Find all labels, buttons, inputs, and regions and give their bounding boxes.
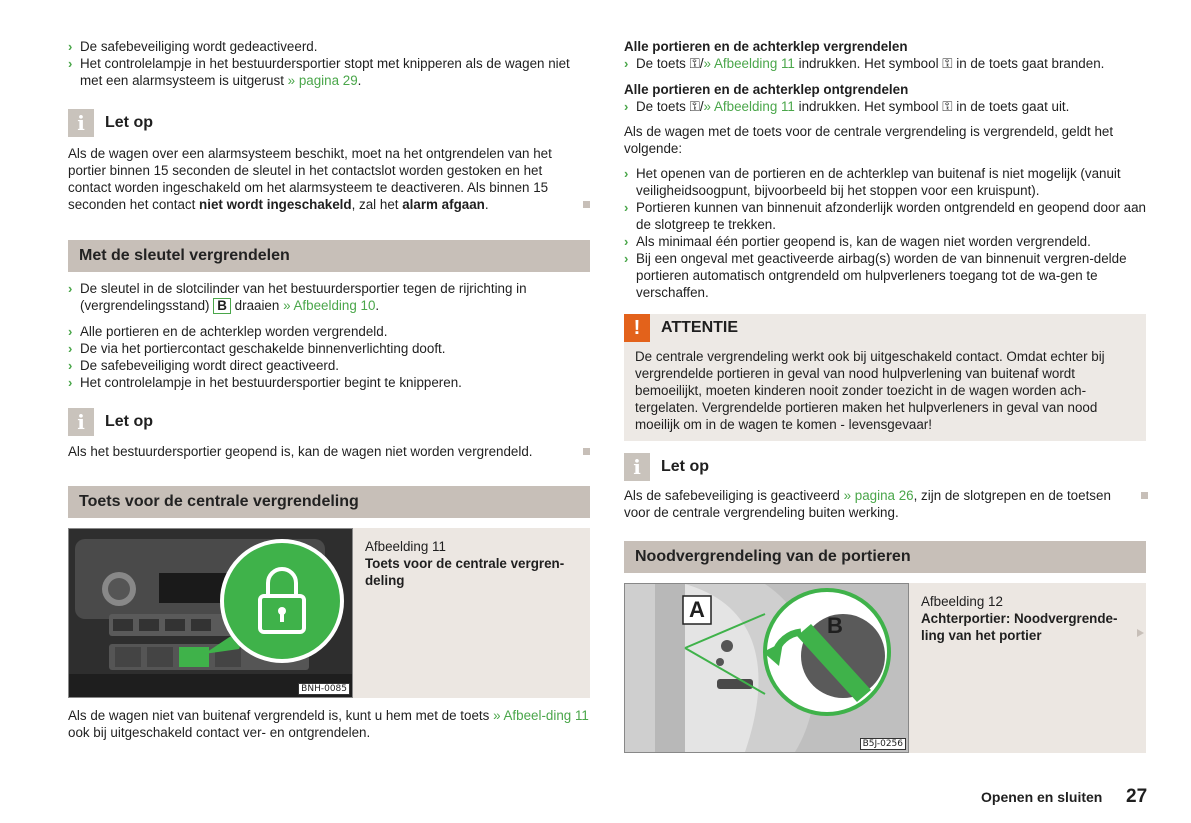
- figure-link[interactable]: » Afbeelding 10: [283, 298, 376, 313]
- figure-caption: [909, 583, 1146, 753]
- chevron-right-icon: ›: [68, 375, 73, 390]
- note-title: Let op: [105, 413, 153, 430]
- subheading: Alle portieren en de achterklep ontgrendelen: [624, 82, 909, 97]
- note-header: [624, 453, 1146, 481]
- figure-label: Afbeelding 12: [921, 594, 1003, 609]
- paragraph: Als de wagen niet van buitenaf vergrendeld is, kunt u hem met de toets » Afbeel-ding 11 ook bij uitgeschakeld contact ver- en ontgrendelen.: [68, 708, 589, 740]
- subheading: Alle portieren en de achterklep vergrendelen: [624, 39, 908, 54]
- list-item: › De safebeveiliging wordt gedeactiveerd.: [68, 39, 318, 54]
- warning-text: De centrale vergrendeling werkt ook bij uitgeschakeld contact. Omdat echter bij vergrendelde portieren in geval van nood hulpverlening van buitenaf wordt bemoeilijkt, moeten kinderen nooit zonder toezicht in de wagen worden ach-tergelaten. Vergrendelde portieren maken het hulpverleners in geval van nood moeilijk om in de wagen te komen - levensgevaar!: [635, 349, 1105, 432]
- list-item: › De safebeveiliging wordt direct geactiveerd.: [68, 358, 340, 373]
- chevron-right-icon: ›: [68, 358, 73, 373]
- lock-icon: ⚿: [942, 99, 953, 114]
- figure-11-image: [68, 528, 353, 698]
- end-marker: [1141, 492, 1148, 499]
- list-item: › Bij een ongeval met geactiveerde airbag(s) worden de van binnenuit vergren-delde portieren automatisch ontgrendeld om hulpverleners toegang tot de wa-gen te verschaffen.: [624, 251, 1127, 300]
- list-item: › Het controlelampje in het bestuurdersportier stopt met knipperen als de wagen niet met een alarmsysteem is uitgerust » pagina 29.: [68, 56, 570, 88]
- note-title: Let op: [661, 458, 709, 475]
- lock-icon: ⚿: [942, 56, 953, 71]
- figure-12-image: [624, 583, 909, 753]
- warning-header: [624, 314, 1146, 342]
- figure-code: B5J-0256: [860, 738, 906, 750]
- info-icon: i: [68, 109, 94, 137]
- section-heading: Noodvergrendeling van de portieren: [624, 541, 1146, 573]
- chevron-right-icon: ›: [68, 341, 73, 356]
- note-text: Als het bestuurdersportier geopend is, kan de wagen niet worden vergrendeld.: [68, 443, 590, 460]
- list-item: › De via het portiercontact geschakelde binnenverlichting dooft.: [68, 341, 446, 356]
- end-marker: [583, 201, 590, 208]
- door-emergency-lock-illustration: [625, 584, 908, 752]
- chevron-right-icon: ›: [624, 251, 629, 266]
- note-text: Als de safebeveiliging is geactiveerd » pagina 26, zijn de slotgrepen en de toetsen voor de centrale vergrendeling buiten werking.: [624, 487, 1146, 521]
- info-icon: i: [624, 453, 650, 481]
- list-item: › Het openen van de portieren en de achterklep van buitenaf is niet mogelijk (vanuit veiligheidsoogpunt, bijvoorbeeld bij het stoppen voor een kruispunt).: [624, 166, 1121, 198]
- left-column: [68, 38, 590, 741]
- lock-icon: ⚿: [689, 56, 700, 71]
- page-link[interactable]: » pagina 29: [287, 73, 358, 88]
- info-icon: i: [68, 408, 94, 436]
- note-text: Als de wagen over een alarmsysteem beschikt, moet na het ontgrendelen van het portier binnen 15 seconden de sleutel in het contactslot worden gestoken en het contact worden ingeschakeld om het alarmsysteem te deactiveren. Als binnen 15 seconden het contact niet wordt ingeschakeld, zal het alarm afgaan.: [68, 145, 590, 213]
- list-item: › Als minimaal één portier geopend is, kan de wagen niet worden vergrendeld.: [624, 234, 1091, 249]
- end-marker: [583, 448, 590, 455]
- page-link[interactable]: » pagina 26: [843, 488, 914, 503]
- figure-12: [624, 583, 1146, 753]
- instruction-step: › De toets ⚿/» Afbeelding 11 indrukken. Het symbool ⚿ in de toets gaat branden.: [624, 56, 1105, 71]
- chevron-right-icon: ›: [624, 200, 629, 215]
- list-item: › Alle portieren en de achterklep worden vergrendeld.: [68, 324, 388, 339]
- note-header: [68, 109, 590, 137]
- note-title: Let op: [105, 114, 153, 131]
- central-locking-console-illustration: [69, 529, 352, 697]
- figure-11: [68, 528, 590, 698]
- chevron-right-icon: ›: [624, 56, 629, 71]
- figure-link[interactable]: » Afbeel-ding 11: [493, 708, 589, 723]
- footer-section-title: Openen en sluiten: [981, 789, 1103, 805]
- section-heading: Met de sleutel vergrendelen: [68, 240, 590, 272]
- page-number: 27: [1126, 786, 1148, 807]
- figure-title: Toets voor de centrale vergren-deling: [365, 556, 565, 588]
- list-item: › Het controlelampje in het bestuurdersportier begint te knipperen.: [68, 375, 462, 390]
- section-heading: Toets voor de centrale vergrendeling: [68, 486, 590, 518]
- right-column: [624, 38, 1146, 753]
- figure-caption: [353, 528, 590, 698]
- figure-link[interactable]: » Afbeelding 11: [703, 56, 795, 71]
- figure-title: Achterportier: Noodvergrende-ling van het portier: [921, 611, 1118, 643]
- instruction-step: › De sleutel in de slotcilinder van het bestuurdersportier tegen de rijrichting in (vergrendelingsstand) B draaien » Afbeelding 10.: [68, 281, 527, 313]
- paragraph: Als de wagen met de toets voor de centrale vergrendeling is vergrendeld, geldt het volgende:: [624, 124, 1114, 156]
- chevron-right-icon: ›: [624, 234, 629, 249]
- note-header: [68, 408, 590, 436]
- chevron-right-icon: ›: [624, 166, 629, 181]
- warning-title: ATTENTIE: [661, 319, 739, 336]
- chevron-right-icon: ›: [68, 324, 73, 339]
- warning-box: [624, 314, 1146, 441]
- figure-link[interactable]: » Afbeelding 11: [703, 99, 795, 114]
- chevron-right-icon: ›: [68, 56, 73, 71]
- instruction-step: › De toets ⚿/» Afbeelding 11 indrukken. Het symbool ⚿ in de toets gaat uit.: [624, 99, 1070, 114]
- lock-icon: ⚿: [689, 99, 700, 114]
- continue-arrow-icon: [1137, 629, 1144, 637]
- chevron-right-icon: ›: [624, 99, 629, 114]
- warning-icon: !: [624, 314, 650, 342]
- marker-b: B: [827, 613, 843, 638]
- figure-label: Afbeelding 11: [365, 539, 446, 554]
- chevron-right-icon: ›: [68, 281, 73, 296]
- key-b-marker: B: [213, 298, 231, 314]
- marker-a: A: [689, 597, 705, 622]
- figure-code: BNH-0085: [298, 683, 350, 695]
- list-item: › Portieren kunnen van binnenuit afzonderlijk worden ontgrendeld en geopend door aan de slotgreep te trekken.: [624, 200, 1146, 232]
- chevron-right-icon: ›: [68, 39, 73, 54]
